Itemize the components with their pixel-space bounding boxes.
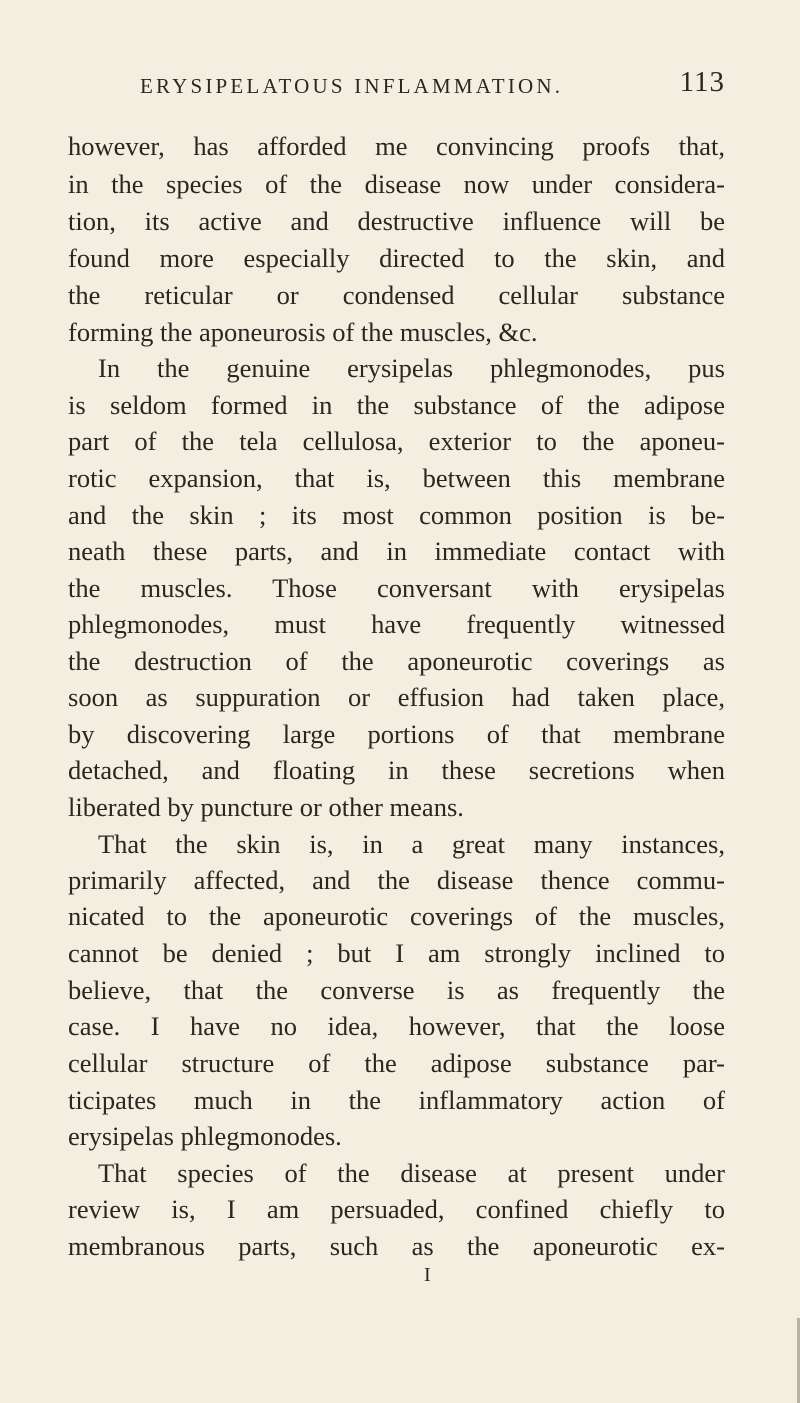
text-line: erysipelas phlegmonodes. [68,1121,342,1151]
text-line: detached, and floating in these secretions when [68,755,725,785]
text-line: by discovering large portions of that membrane [68,719,725,749]
text-line: nicated to the aponeurotic coverings of the muscles, [68,901,725,931]
text-line: the destruction of the aponeurotic coverings as [68,646,725,676]
text-line: and the skin ; its most common position is be- [68,500,725,530]
text-line: found more especially directed to the skin, and [68,243,725,273]
text-line: however, has afforded me convincing proofs that, [68,131,725,161]
running-title: ERYSIPELATOUS INFLAMMATION. [140,74,564,98]
text-line: cellular structure of the adipose substance par- [68,1048,725,1078]
page-number: 113 [679,66,725,98]
text-line: forming the aponeurosis of the muscles, &c. [68,317,538,347]
text-line: neath these parts, and in immediate contact with [68,536,725,566]
text-line: cannot be denied ; but I am strongly inclined to [68,938,725,968]
text-line: believe, that the converse is as frequently the [68,975,725,1005]
paragraph-start: That the skin is, in a great many instances, [98,829,725,859]
text-line: the muscles. Those conversant with erysipelas [68,573,725,603]
text-line: ticipates much in the inflammatory action of [68,1085,725,1115]
text-line: in the species of the disease now under considera- [68,169,725,199]
text-line: primarily affected, and the disease thence commu- [68,865,725,895]
text-line: membranous parts, such as the aponeurotic ex- [68,1231,725,1261]
paragraph-start: That species of the disease at present under [98,1158,725,1188]
paragraph-start: In the genuine erysipelas phlegmonodes, pus [98,353,725,383]
text-line: tion, its active and destructive influence will be [68,206,725,236]
text-line: review is, I am persuaded, confined chiefly to [68,1194,725,1224]
text-line: phlegmonodes, must have frequently witnessed [68,609,725,639]
running-head [140,66,725,102]
text-line: is seldom formed in the substance of the adipose [68,390,725,420]
text-line: soon as suppuration or effusion had taken place, [68,682,725,712]
text-line: part of the tela cellulosa, exterior to the aponeu- [68,426,725,456]
text-line: rotic expansion, that is, between this membrane [68,463,725,493]
text-line: case. I have no idea, however, that the loose [68,1011,725,1041]
text-line: the reticular or condensed cellular substance [68,280,725,310]
signature-mark: I [424,1264,431,1286]
text-line: liberated by puncture or other means. [68,792,464,822]
